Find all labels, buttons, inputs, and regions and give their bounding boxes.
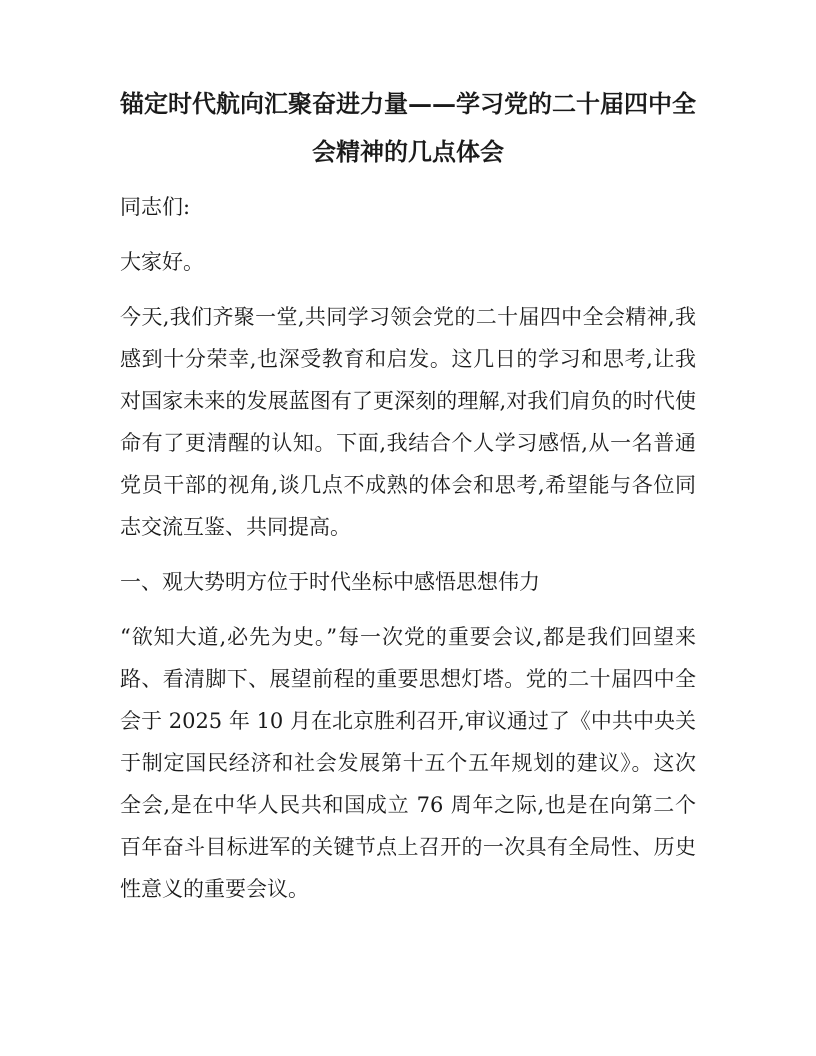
section-heading-1: 一、观大势明方位于时代坐标中感悟思想伟力 [120,570,540,594]
paragraph-salutation: 同志们: [120,195,191,219]
paragraph-introduction: 今天,我们齐聚一堂,共同学习领会党的二十届四中全会精神,我感到十分荣幸,也深受教育和启发。这几日的学习和思考,让我对国家未来的发展蓝图有了更深刻的理解,对我们肩负的时代使命有了更清醒的认知。下面,我结合个人学习感悟,从一名普通党员干部的视角,谈几点不成熟的体会和思考,希望能与各位同志交流互鉴、共同提高。 [120,305,696,539]
paragraph-section-1-body: “欲知大道,必先为史。”每一次党的重要会议,都是我们回望来路、看清脚下、展望前程的重要思想灯塔。党的二十届四中全会于 2025 年 10 月在北京胜利召开,审议通过了《中共中央关于制定国民经济和社会发展第十五个五年规划的建议》。这次全会,是在中华人民共和国成立 76 周年之际,也是在向第二个百年奋斗目标进军的关键节点上召开的一次具有全局性、历史性意义的重要会议。 [120,625,696,901]
paragraph-greeting: 大家好。 [120,250,204,274]
document-title: 锚定时代航向汇聚奋进力量——学习党的二十届四中全会精神的几点体会 [120,89,696,166]
